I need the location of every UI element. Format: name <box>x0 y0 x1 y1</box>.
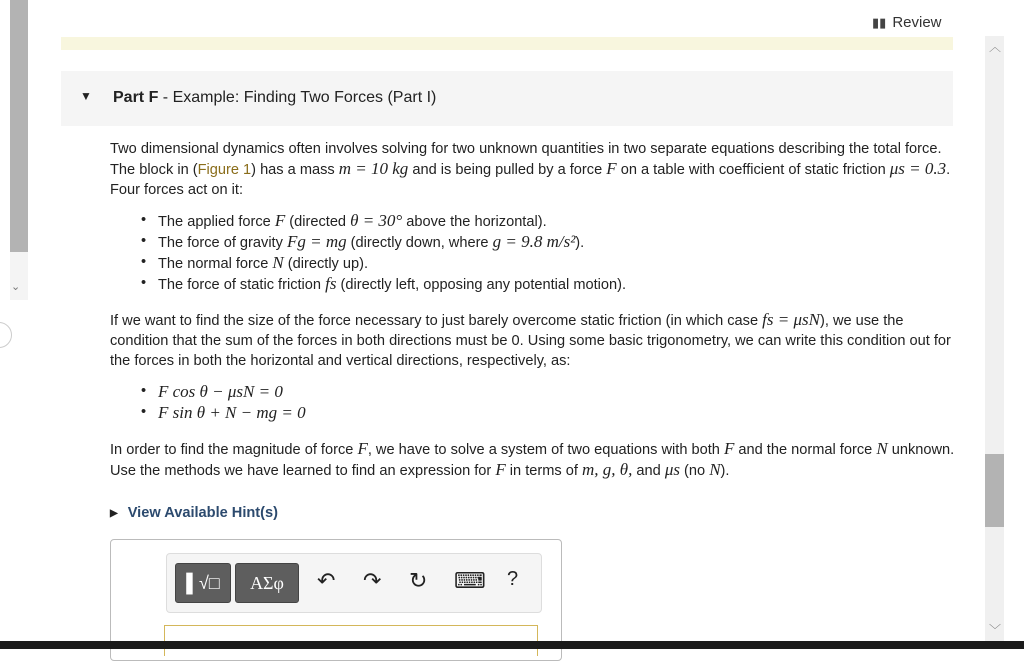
chevron-down-icon[interactable]: ⌄ <box>11 281 21 293</box>
expand-triangle-icon: ▶ <box>110 507 118 519</box>
right-scrollbar-thumb[interactable] <box>985 454 1004 527</box>
taskbar-strip <box>0 641 1024 649</box>
review-label: Review <box>892 14 942 31</box>
mu-expression: μs = 0.3 <box>889 159 947 178</box>
mass-expression: m = 10 kg <box>338 159 409 178</box>
templates-button[interactable]: ▌√□ <box>175 563 231 603</box>
list-item: • The applied force F (directed θ = 30° above the horizontal). <box>110 210 960 231</box>
part-header[interactable] <box>61 71 953 126</box>
equation-horizontal: F cos θ − μsN = 0 <box>158 382 283 401</box>
forces-list <box>110 210 960 294</box>
list-item <box>110 402 960 423</box>
scroll-up-icon[interactable]: ︿ <box>989 40 1002 54</box>
solve-paragraph: In order to find the magnitude of force F, we have to solve a system of two equations with both F and the normal force N unknown. Use the methods we have learned to find an expression for F in terms of m, g, θ, and μs (no N). <box>110 439 955 479</box>
greek-symbols-button[interactable]: ΑΣφ <box>235 563 299 603</box>
reset-icon[interactable]: ↻ <box>409 568 428 593</box>
list-item: • The force of static friction fs (directly left, opposing any potential motion). <box>110 273 960 294</box>
redo-icon[interactable]: ↷ <box>363 568 382 593</box>
review-link[interactable] <box>872 14 942 31</box>
force-symbol: F <box>606 159 617 178</box>
left-circle-control[interactable] <box>0 322 12 348</box>
part-separator: - <box>158 89 173 106</box>
undo-icon[interactable]: ↶ <box>317 568 336 593</box>
hint-label: View Available Hint(s) <box>127 505 279 521</box>
part-title-text: Example: Finding Two Forces (Part I) <box>172 89 437 106</box>
problem-content <box>110 139 960 481</box>
scroll-down-icon[interactable]: ﹀ <box>989 623 1002 637</box>
math-toolbar <box>166 553 542 613</box>
friction-expression: fs = μsN <box>762 310 820 329</box>
list-item <box>110 381 960 402</box>
collapse-triangle-icon[interactable]: ▼ <box>80 89 92 103</box>
left-panel-scrollbar[interactable] <box>10 0 28 252</box>
part-label: Part F <box>113 89 159 106</box>
keyboard-icon[interactable]: ⌨ <box>454 568 486 593</box>
book-icon: ▮▮ <box>872 14 887 30</box>
help-button[interactable]: ? <box>507 568 519 590</box>
equation-vertical: F sin θ + N − mg = 0 <box>158 403 306 422</box>
equations-list <box>110 381 960 423</box>
list-item: • The force of gravity Fg = mg (directly down, where g = 9.8 m/s²). <box>110 231 960 252</box>
list-item: • The normal force N (directly up). <box>110 252 960 273</box>
right-scrollbar-track[interactable] <box>985 36 1004 642</box>
figure-link[interactable]: Figure 1 <box>197 162 252 178</box>
notice-band <box>61 37 953 50</box>
condition-paragraph: If we want to find the size of the force necessary to just barely overcome static friction (in which case fs = μsN), we use the condition that the sum of the forces in both directions must be 0. Using some basic trigonometry, we can write this condition out for the forces in both the horizontal and vertical directions, respectively, as: <box>110 310 951 369</box>
part-title <box>113 89 436 107</box>
intro-paragraph: Two dimensional dynamics often involves solving for two unknown quantities in two separate equations describing the total force. The block in (Figure 1) has a mass m = 10 kg and is being pulled by a force F on a table with coefficient of static friction μs = 0.3. Four forces act on it: <box>110 141 951 198</box>
view-hints-link[interactable] <box>110 505 278 521</box>
